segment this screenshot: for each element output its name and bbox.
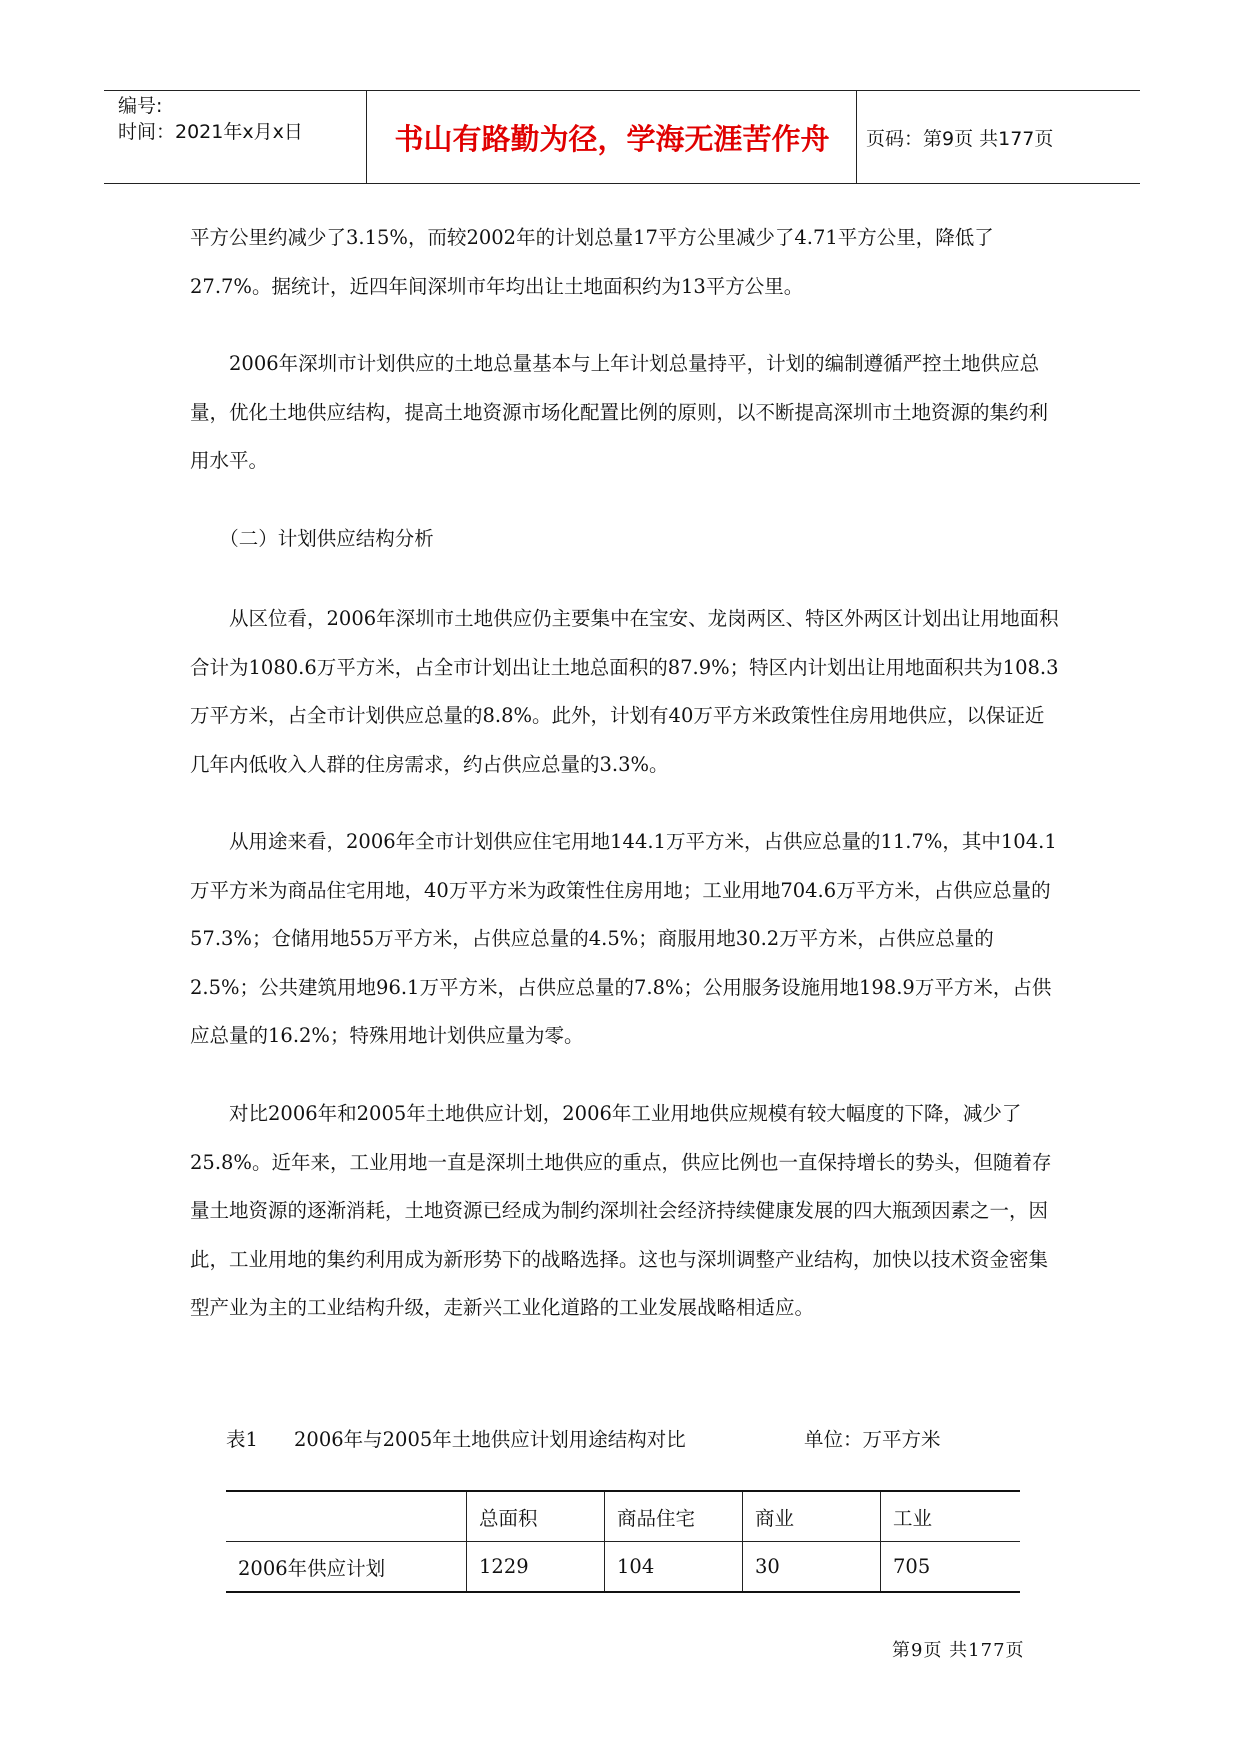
table-title: 2006年与2005年土地供应计划用途结构对比 xyxy=(294,1428,686,1451)
section-heading: （二）计划供应结构分析 xyxy=(190,527,434,550)
table-cell: 705 xyxy=(881,1542,1021,1593)
header-divider xyxy=(856,91,857,183)
page-footer: 第9页 共177页 xyxy=(892,1640,1025,1661)
table-cell: 1229 xyxy=(467,1542,605,1593)
paragraph-5: 对比2006年和2005年土地供应计划，2006年工业用地供应规模有较大幅度的下降，减少了25.8%。近年来，工业用地一直是深圳土地供应的重点，供应比例也一直保持增长的势头，但随着存量土地资源的逐渐消耗，土地资源已经成为制约深圳社会经济持续健康发展的四大瓶颈因素之一，因此，工业用地的集约利用成为新形势下的战略选择。这也与深圳调整产业结构，加快以技术资金密集型产业为主的工业结构升级，走新兴工业化道路的工业发展战略相适应。 xyxy=(190,1102,1052,1319)
paragraph-4: 从用途来看，2006年全市计划供应住宅用地144.1万平方米，占供应总量的11.7%，其中104.1万平方米为商品住宅用地，40万平方米为政策性住房用地；工业用地704.6万平方米，占供应总量的57.3%；仓储用地55万平方米，占供应总量的4.5%；商服用地30.2万平方米，占供应总量的2.5%；公共建筑用地96.1万平方米，占供应总量的7.8%；公用服务设施用地198.9万平方米，占供应总量的16.2%；特殊用地计划供应量为零。 xyxy=(190,830,1057,1047)
header-code: 编号: xyxy=(118,95,163,117)
table-header-cell: 商业 xyxy=(743,1491,881,1542)
table-header-row xyxy=(226,1491,1020,1542)
header-page-number: 页码：第9页 共177页 xyxy=(866,127,1054,150)
table-cell: 104 xyxy=(605,1542,743,1593)
table-cell: 2006年供应计划 xyxy=(226,1542,467,1593)
land-supply-table xyxy=(226,1490,1020,1593)
table-header-cell: 工业 xyxy=(881,1491,1021,1542)
paragraph-2: 2006年深圳市计划供应的土地总量基本与上年计划总量持平，计划的编制遵循严控土地供应总量，优化土地供应结构，提高土地资源市场化配置比例的原则，以不断提高深圳市土地资源的集约利用水平。 xyxy=(190,352,1049,472)
table-header-cell xyxy=(226,1491,467,1542)
table-cell: 30 xyxy=(743,1542,881,1593)
header-divider xyxy=(366,91,367,183)
page-header xyxy=(104,90,1140,184)
paragraph-1: 平方公里约减少了3.15%，而较2002年的计划总量17平方公里减少了4.71平方公里，降低了27.7%。据统计，近四年间深圳市年均出让土地面积约为13平方公里。 xyxy=(190,226,994,298)
header-time: 时间：2021年x月x日 xyxy=(118,121,303,143)
table-header-cell: 总面积 xyxy=(467,1491,605,1542)
table-header-cell: 商品住宅 xyxy=(605,1491,743,1542)
paragraph-3: 从区位看，2006年深圳市土地供应仍主要集中在宝安、龙岗两区、特区外两区计划出让用地面积合计为1080.6万平方米，占全市计划出让土地总面积的87.9%；特区内计划出让用地面积共为108.3万平方米，占全市计划供应总量的8.8%。此外，计划有40万平方米政策性住房用地供应，以保证近几年内低收入人群的住房需求，约占供应总量的3.3%。 xyxy=(190,607,1059,776)
header-motto: 书山有路勤为径，学海无涯苦作舟 xyxy=(394,121,830,156)
table-row xyxy=(226,1542,1020,1593)
table-number: 表1 xyxy=(226,1428,258,1451)
header-meta xyxy=(118,93,303,145)
table-unit: 单位：万平方米 xyxy=(804,1428,941,1451)
